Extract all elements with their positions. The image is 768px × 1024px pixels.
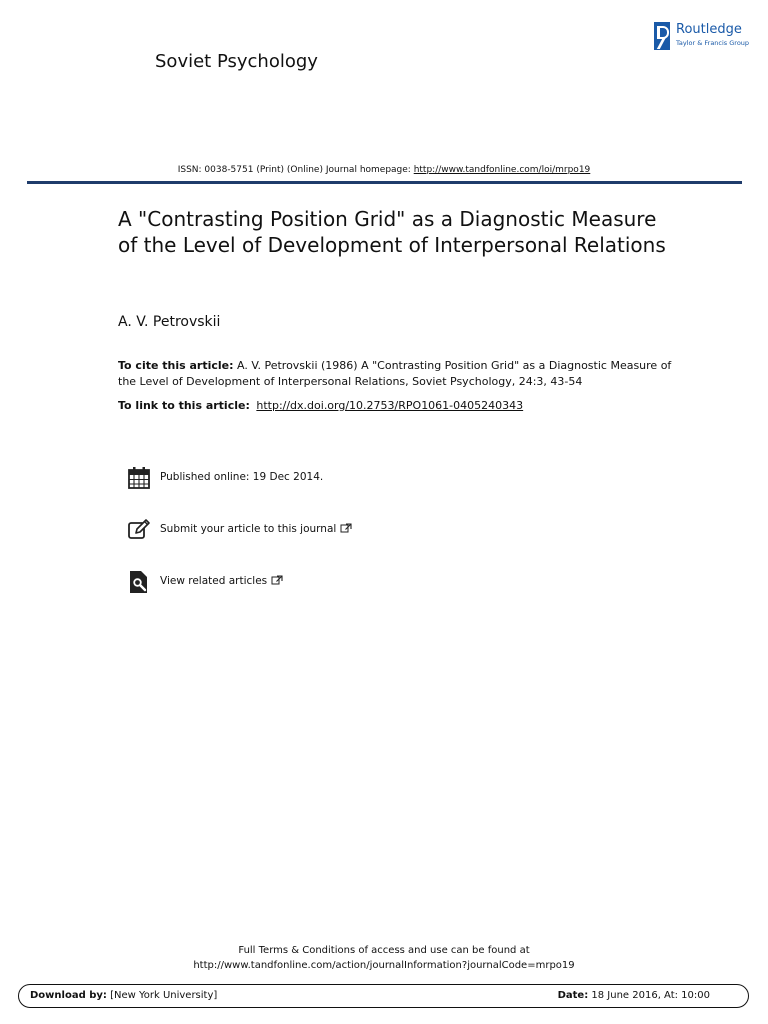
download-value: [New York University] <box>106 990 218 1001</box>
submit-article-link[interactable] <box>160 523 352 535</box>
submit-article-text[interactable]: Submit your article to this journal <box>160 523 337 535</box>
logo-tagline: Taylor & Francis Group <box>676 39 750 47</box>
routledge-logo <box>654 22 754 52</box>
published-online-row <box>123 456 381 508</box>
link-label: To link to this article: <box>118 399 250 412</box>
submit-article-row[interactable] <box>123 508 381 560</box>
logo-name: Routledge <box>676 22 742 37</box>
journal-name: Soviet Psychology <box>155 51 318 72</box>
external-link-icon <box>271 575 283 585</box>
cite-label: To cite this article: <box>118 359 234 372</box>
search-document-icon <box>127 570 151 594</box>
published-online-text: Published online: 19 Dec 2014. <box>160 471 324 483</box>
issn-line <box>0 165 768 175</box>
related-articles-link[interactable] <box>160 575 283 587</box>
terms-line-2: http://www.tandfonline.com/action/journalInformation?journalCode=mrpo19 <box>193 960 575 971</box>
journal-homepage-link[interactable]: http://www.tandfonline.com/loi/mrpo19 <box>413 165 591 175</box>
date-value: 18 June 2016, At: 10:00 <box>588 990 710 1001</box>
issn-text: ISSN: 0038-5751 (Print) (Online) Journal homepage: <box>177 165 414 175</box>
cite-text: A. V. Petrovskii (1986) A "Contrasting Position Grid" as a Diagnostic Measure of the Level of Development of Interpersonal Relations, Soviet Psychology, 24:3, 43-54 <box>118 359 672 388</box>
citation <box>118 358 678 389</box>
edit-icon <box>127 518 151 542</box>
article-title: A "Contrasting Position Grid" as a Diagnostic Measure of the Level of Development of Interpersonal Relations <box>118 207 666 257</box>
date-label: Date: <box>557 990 589 1001</box>
doi-link[interactable]: http://dx.doi.org/10.2753/RPO1061-0405240343 <box>256 399 524 412</box>
download-label: Download by: <box>30 990 107 1001</box>
article-link-row <box>118 399 523 412</box>
related-articles-text[interactable]: View related articles <box>160 575 268 587</box>
download-by <box>30 990 217 1001</box>
header-divider <box>27 181 742 184</box>
routledge-logo-icon <box>654 22 670 50</box>
download-date <box>558 990 710 1001</box>
article-author: A. V. Petrovskii <box>118 314 221 330</box>
terms-notice <box>0 943 768 973</box>
download-info-bar <box>18 984 749 1008</box>
terms-line-1: Full Terms & Conditions of access and use can be found at <box>238 945 530 956</box>
related-articles-row[interactable] <box>123 560 381 612</box>
external-link-icon <box>340 523 352 533</box>
calendar-icon <box>127 466 151 490</box>
